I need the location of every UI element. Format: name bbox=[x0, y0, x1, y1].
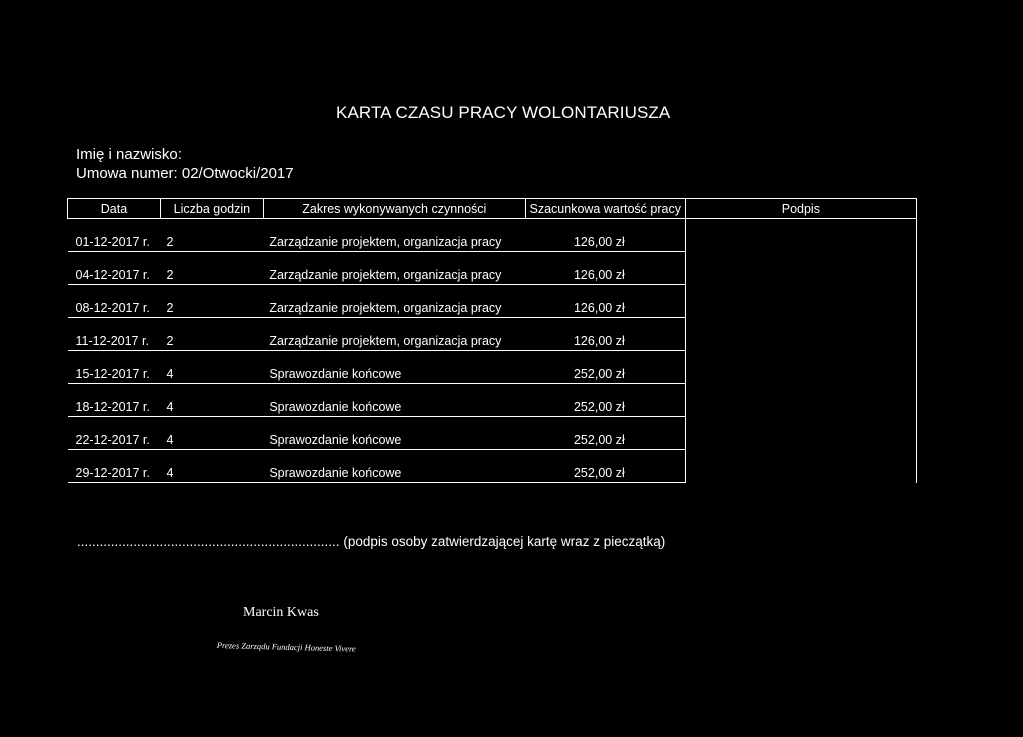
table-row bbox=[68, 417, 917, 450]
cell-value: 252,00 zł bbox=[525, 417, 685, 450]
cell-hours: 2 bbox=[160, 219, 263, 252]
cell-signature bbox=[685, 384, 916, 417]
table-row bbox=[68, 384, 917, 417]
cell-value: 126,00 zł bbox=[525, 318, 685, 351]
cell-value: 252,00 zł bbox=[525, 450, 685, 483]
cell-signature bbox=[685, 450, 916, 483]
cell-date: 08-12-2017 r. bbox=[68, 285, 161, 318]
cell-date: 15-12-2017 r. bbox=[68, 351, 161, 384]
cell-value: 252,00 zł bbox=[525, 384, 685, 417]
cell-date: 01-12-2017 r. bbox=[68, 219, 161, 252]
cell-value: 126,00 zł bbox=[525, 252, 685, 285]
cell-hours: 2 bbox=[160, 285, 263, 318]
header-value: Szacunkowa wartość pracy bbox=[525, 199, 685, 219]
signer-name: Marcin Kwas bbox=[243, 605, 319, 620]
approval-dots: ...................................................................... bbox=[77, 534, 340, 549]
table-body bbox=[68, 219, 917, 483]
cell-hours: 2 bbox=[160, 252, 263, 285]
header-row bbox=[68, 199, 917, 219]
approval-caption: (podpis osoby zatwierdzającej kartę wraz z pieczątką) bbox=[343, 534, 666, 549]
cell-hours: 4 bbox=[160, 384, 263, 417]
table-row bbox=[68, 285, 917, 318]
cell-signature bbox=[685, 252, 916, 285]
cell-signature bbox=[685, 285, 916, 318]
cell-date: 29-12-2017 r. bbox=[68, 450, 161, 483]
table-row bbox=[68, 351, 917, 384]
header-hours: Liczba godzin bbox=[160, 199, 263, 219]
cell-activity: Zarządzanie projektem, organizacja pracy bbox=[263, 285, 525, 318]
signer-role: Prezes Zarządu Fundacji Honeste Vivere bbox=[216, 640, 356, 654]
cell-activity: Zarządzanie projektem, organizacja pracy bbox=[263, 252, 525, 285]
cell-value: 126,00 zł bbox=[525, 285, 685, 318]
cell-activity: Sprawozdanie końcowe bbox=[263, 351, 525, 384]
cell-hours: 4 bbox=[160, 450, 263, 483]
cell-activity: Zarządzanie projektem, organizacja pracy bbox=[263, 318, 525, 351]
cell-hours: 4 bbox=[160, 417, 263, 450]
cell-value: 252,00 zł bbox=[525, 351, 685, 384]
cell-value: 126,00 zł bbox=[525, 219, 685, 252]
document-title: KARTA CZASU PRACY WOLONTARIUSZA bbox=[336, 103, 671, 122]
name-label: Imię i nazwisko: bbox=[76, 146, 182, 163]
table-header bbox=[68, 199, 917, 219]
table-row bbox=[68, 450, 917, 483]
cell-activity: Sprawozdanie końcowe bbox=[263, 417, 525, 450]
cell-activity: Sprawozdanie końcowe bbox=[263, 384, 525, 417]
cell-date: 22-12-2017 r. bbox=[68, 417, 161, 450]
cell-signature bbox=[685, 417, 916, 450]
table-row bbox=[68, 252, 917, 285]
cell-hours: 4 bbox=[160, 351, 263, 384]
header-signature: Podpis bbox=[685, 199, 916, 219]
cell-activity: Zarządzanie projektem, organizacja pracy bbox=[263, 219, 525, 252]
cell-hours: 2 bbox=[160, 318, 263, 351]
cell-date: 04-12-2017 r. bbox=[68, 252, 161, 285]
header-date: Data bbox=[68, 199, 161, 219]
table-row bbox=[68, 318, 917, 351]
timesheet-table bbox=[67, 198, 917, 483]
cell-date: 11-12-2017 r. bbox=[68, 318, 161, 351]
approval-line bbox=[77, 534, 665, 549]
cell-signature bbox=[685, 351, 916, 384]
table-row bbox=[68, 219, 917, 252]
cell-signature bbox=[685, 318, 916, 351]
cell-activity: Sprawozdanie końcowe bbox=[263, 450, 525, 483]
header-activity: Zakres wykonywanych czynności bbox=[263, 199, 525, 219]
cell-date: 18-12-2017 r. bbox=[68, 384, 161, 417]
contract-number: Umowa numer: 02/Otwocki/2017 bbox=[76, 165, 294, 182]
cell-signature bbox=[685, 219, 916, 252]
